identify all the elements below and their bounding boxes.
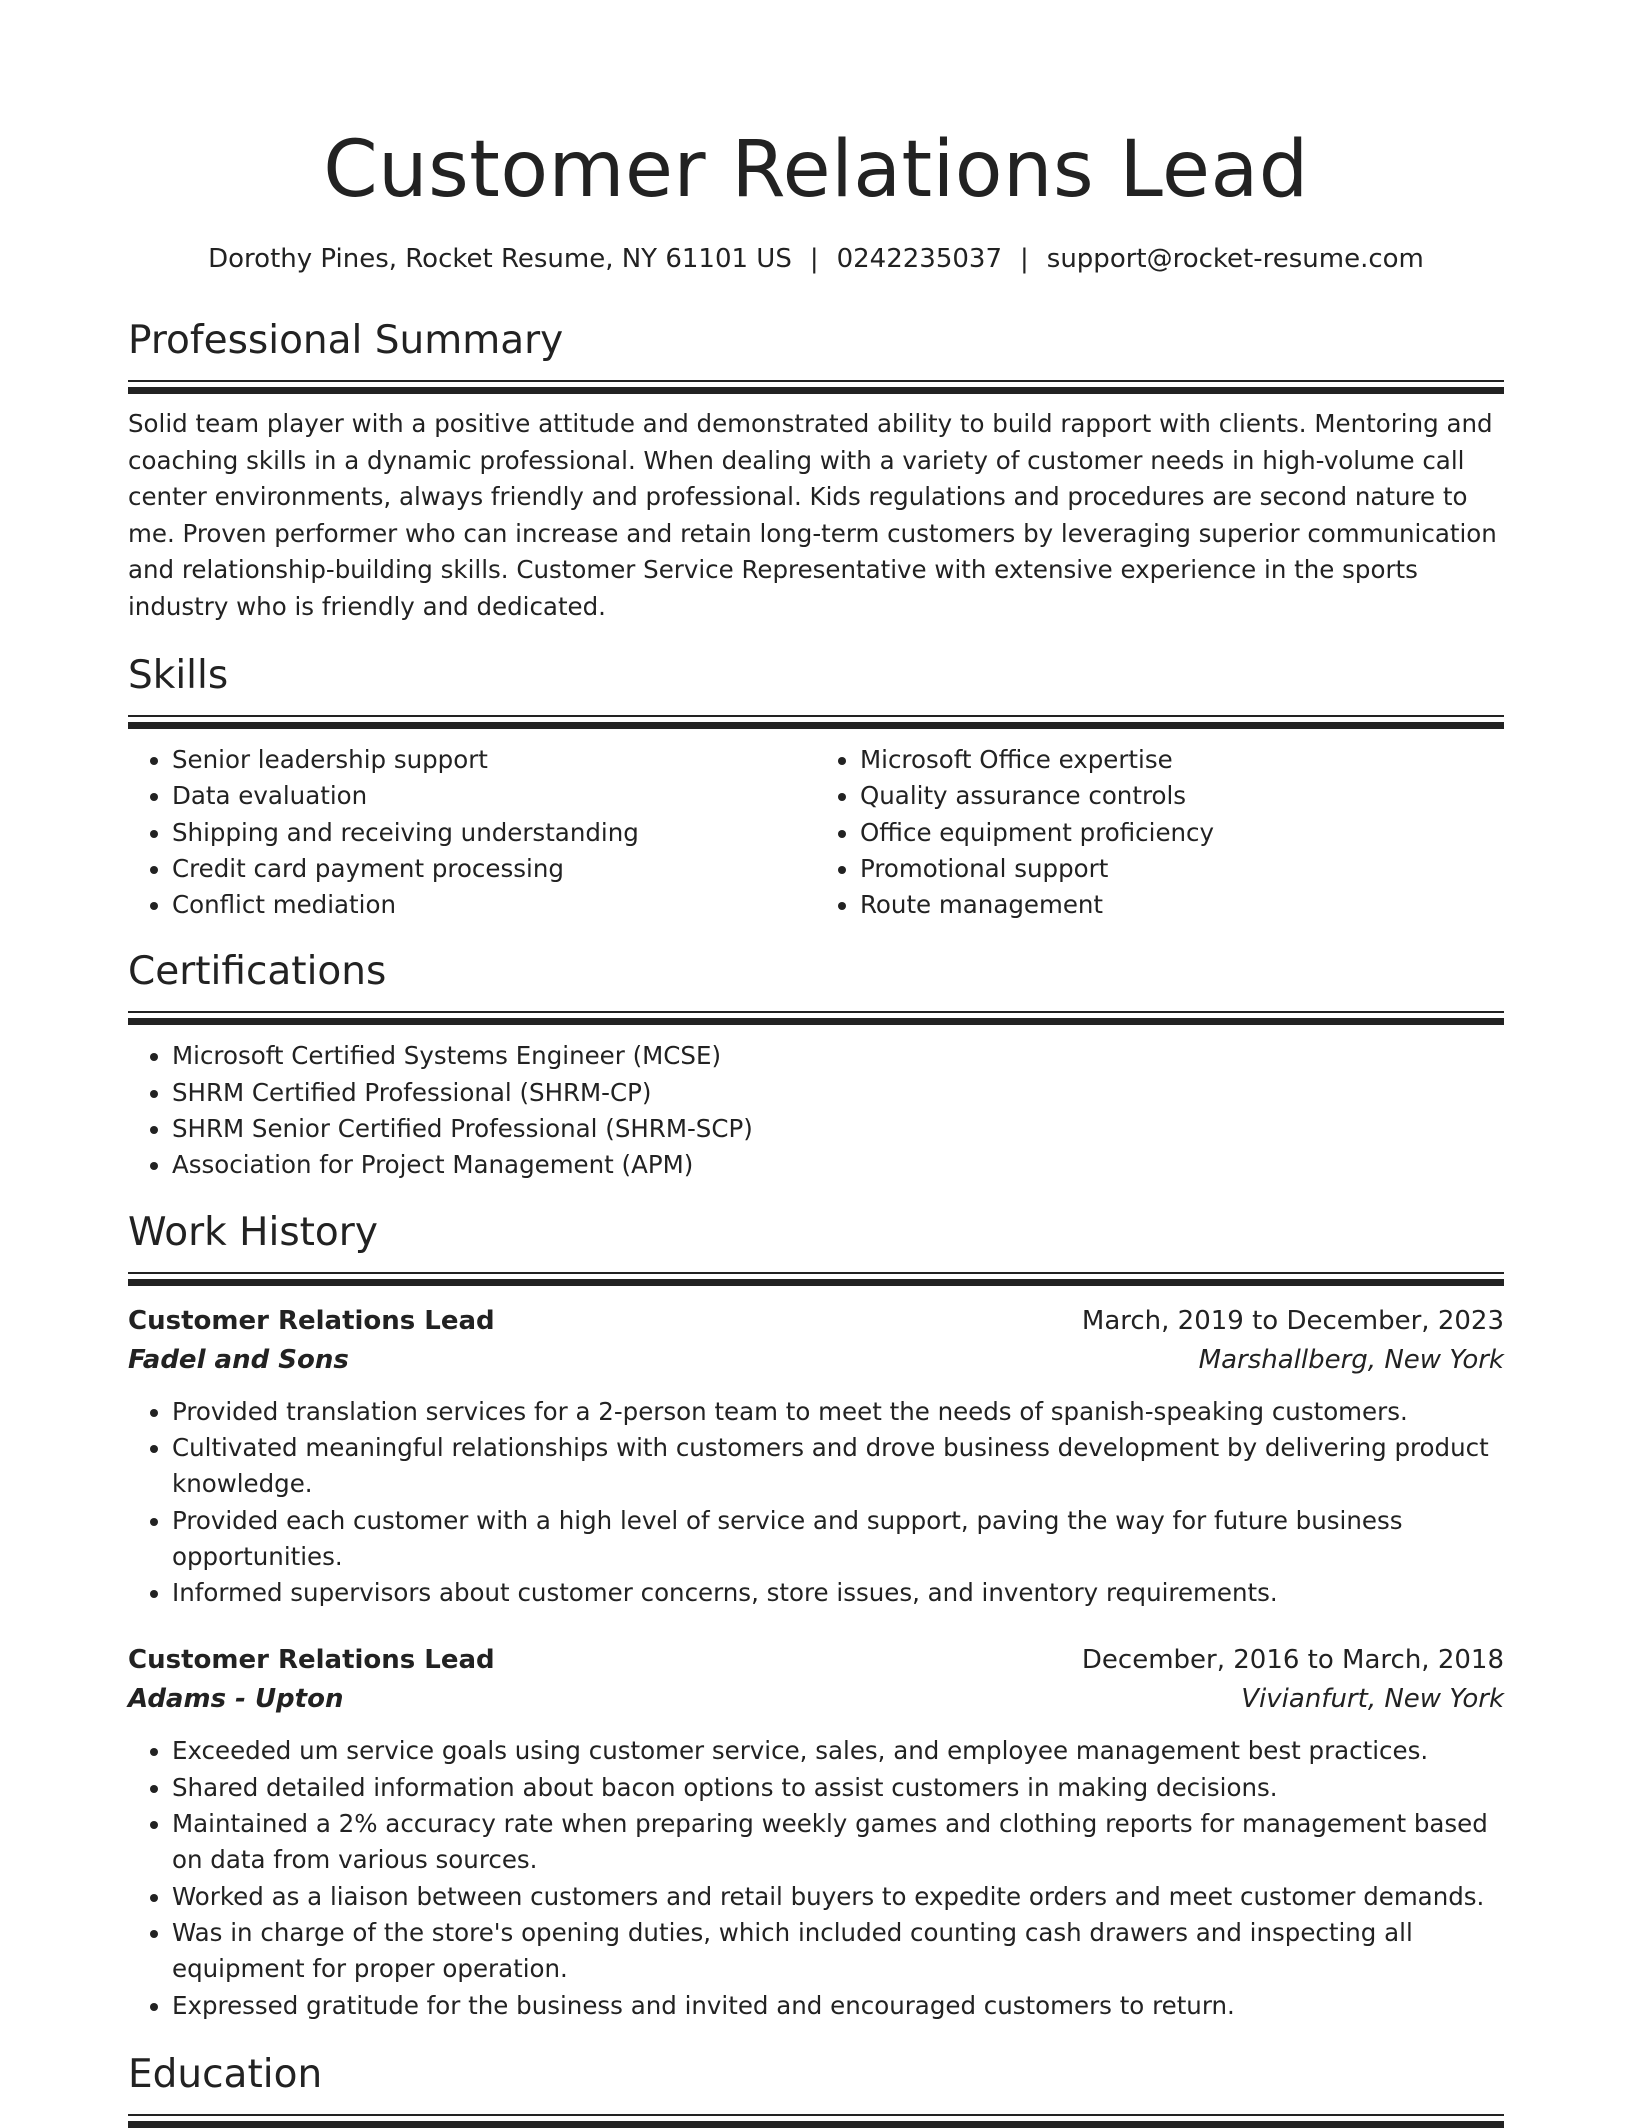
- summary-text: Solid team player with a positive attitude and demonstrated ability to build rapport with clients. Mentoring and coaching skills in a dynamic professional. When dealing with a variety of customer needs in high-volume call center environments, always friendly and professional. Kids regulations and procedures are second nature to me. Proven performer who can increase and retain long-term customers by leveraging superior communication and relationship-building skills. Customer Service Representative with extensive experience in the sports industry who is friendly and dedicated.: [128, 409, 1497, 621]
- summary-section: [128, 316, 1504, 625]
- job-title: Customer Relations Lead: [128, 1305, 495, 1336]
- resume-title: Customer Relations Lead: [323, 125, 1309, 215]
- list-item: • Provided each customer with a high level of service and support, paving the way for future business opportunities.: [172, 1503, 1504, 1576]
- job-dates: December, 2016 to March, 2018: [1081, 1645, 1504, 1676]
- list-item: • Credit card payment processing: [172, 851, 816, 887]
- list-item: • Route management: [860, 887, 1504, 923]
- list-item: • Expressed gratitude for the business and invited and encouraged customers to return.: [172, 1988, 1504, 2024]
- skills-grid: [128, 742, 1504, 923]
- job-company-row: [128, 1341, 1504, 1380]
- section-divider: [128, 1011, 1504, 1025]
- certifications-list: [128, 1038, 1504, 1183]
- section-heading: Education: [128, 2051, 323, 2097]
- list-item: • Conflict mediation: [172, 887, 816, 923]
- list-item: • Informed supervisors about customer concerns, store issues, and inventory requirements.: [172, 1575, 1504, 1611]
- contact-phone: 0242235037: [836, 244, 1003, 274]
- skills-section: [128, 651, 1504, 923]
- certifications-section: [128, 947, 1504, 1183]
- list-item: • Office equipment proficiency: [860, 815, 1504, 851]
- job-bullets: [128, 1733, 1504, 2023]
- section-divider: [128, 1272, 1504, 1286]
- list-item: • Shipping and receiving understanding: [172, 815, 816, 851]
- job-title: Customer Relations Lead: [128, 1645, 495, 1676]
- list-item: • Provided translation services for a 2-person team to meet the needs of spanish-speaking customers.: [172, 1394, 1504, 1430]
- list-item: • SHRM Certified Professional (SHRM-CP): [172, 1075, 1504, 1111]
- list-item: • Exceeded um service goals using customer service, sales, and employee management best practices.: [172, 1733, 1504, 1769]
- contact-line: [128, 242, 1504, 276]
- job-bullets: [128, 1394, 1504, 1612]
- job-company-row: [128, 1680, 1504, 1719]
- list-item: • Shared detailed information about bacon options to assist customers in making decisions.: [172, 1770, 1504, 1806]
- section-heading: Certifications: [128, 949, 387, 995]
- job-location: Vivianfurt, New York: [1241, 1684, 1504, 1715]
- job-company: Fadel and Sons: [128, 1344, 349, 1375]
- job-dates: March, 2019 to December, 2023: [1081, 1305, 1504, 1336]
- section-divider: [128, 715, 1504, 729]
- list-item: • SHRM Senior Certified Professional (SHRM-SCP): [172, 1111, 1504, 1147]
- list-item: • Was in charge of the store's opening duties, which included counting cash drawers and inspecting all equipment for proper operation.: [172, 1915, 1504, 1988]
- job-entry: [128, 1641, 1504, 2023]
- list-item: • Quality assurance controls: [860, 778, 1504, 814]
- list-item: • Promotional support: [860, 851, 1504, 887]
- education-section: [128, 2050, 1504, 2128]
- list-item: • Microsoft Office expertise: [860, 742, 1504, 778]
- job-entry: [128, 1302, 1504, 1612]
- section-divider: [128, 2114, 1504, 2128]
- list-item: • Cultivated meaningful relationships with customers and drove business development by delivering product knowledge.: [172, 1430, 1504, 1503]
- contact-email: support@rocket-resume.com: [1046, 244, 1424, 274]
- section-divider: [128, 380, 1504, 394]
- list-item: • Worked as a liaison between customers and retail buyers to expedite orders and meet customer demands.: [172, 1879, 1504, 1915]
- contact-separator: |: [1020, 244, 1029, 274]
- job-header-row: [128, 1302, 1504, 1341]
- job-company: Adams - Upton: [128, 1684, 344, 1715]
- list-item: • Maintained a 2% accuracy rate when preparing weekly games and clothing reports for management based on data from various sources.: [172, 1806, 1504, 1879]
- list-item: • Association for Project Management (APM): [172, 1147, 1504, 1183]
- contact-address: Dorothy Pines, Rocket Resume, NY 61101 US: [208, 244, 792, 274]
- job-location: Marshallberg, New York: [1198, 1344, 1504, 1375]
- job-header-row: [128, 1641, 1504, 1680]
- skills-list-right: [816, 742, 1504, 923]
- section-heading: Professional Summary: [128, 318, 564, 363]
- skills-list-left: [128, 742, 816, 923]
- section-heading: Skills: [128, 653, 229, 698]
- list-item: • Senior leadership support: [172, 742, 816, 778]
- work-history-section: [128, 1208, 1504, 2024]
- section-heading: Work History: [128, 1209, 378, 1255]
- list-item: • Microsoft Certified Systems Engineer (MCSE): [172, 1038, 1504, 1074]
- list-item: • Data evaluation: [172, 778, 816, 814]
- contact-separator: |: [809, 244, 819, 274]
